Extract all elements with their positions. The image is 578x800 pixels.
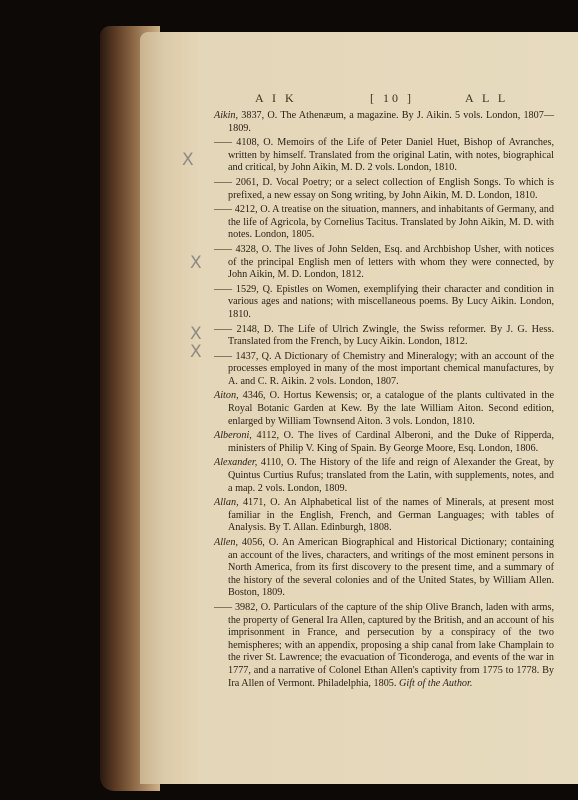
entry-heading: —— bbox=[214, 323, 233, 335]
entry-heading: —— bbox=[214, 283, 233, 295]
catalogue-entry bbox=[214, 351, 554, 389]
margin-mark: X bbox=[190, 342, 202, 362]
entry-heading: Allen, bbox=[214, 537, 239, 548]
entry-heading: Allan, bbox=[214, 497, 239, 509]
entry-text: 4112, O. The lives of Cardinal Alberoni, and the Duke of Ripperda, ministers of Philip V. King of Spain. By George Moore, Esq. London, 1806. bbox=[228, 430, 555, 454]
entry-heading: —— bbox=[214, 204, 233, 216]
entry-heading: —— bbox=[214, 601, 233, 613]
entry-heading: —— bbox=[214, 350, 233, 362]
header-right-catchword: A L L bbox=[465, 91, 509, 105]
header-left-catchword: A I K bbox=[255, 91, 297, 105]
catalogue-entry bbox=[214, 177, 554, 202]
entry-text: 4171, O. An Alphabetical list of the names of Minerals, at present most familiar in the English, French, and German Languages; with tables of Analysis. By T. Allan. Edinburgh, 1808. bbox=[228, 497, 554, 534]
entry-text: 1437, Q. A Dictionary of Chemistry and Mineralogy; with an account of the processes employed in many of the most important chemical manufactures, by A. and C. R. Aikin. 2 vols. London, 1807. bbox=[228, 350, 555, 387]
catalogue-entries bbox=[214, 110, 554, 692]
catalogue-entry bbox=[214, 457, 554, 495]
entry-heading: Alberoni, bbox=[214, 430, 252, 442]
entry-text: 3837, O. The Athenæum, a magazine. By J. Aikin. 5 vols. London, 1807—1809. bbox=[228, 110, 555, 134]
catalogue-entry bbox=[214, 284, 554, 322]
entry-text: 2061, D. Vocal Poetry; or a select collection of English Songs. To which is prefixed, a new essay on Song writing, by John Aikin, M. D. London, 1810. bbox=[228, 176, 555, 201]
catalogue-entry bbox=[214, 537, 554, 600]
entry-heading: —— bbox=[214, 137, 233, 149]
catalogue-entry bbox=[214, 137, 554, 175]
entry-text: 4346, O. Hortus Kewensis; or, a catalogue of the plants cultivated in the Royal Botanic Garden at Kew. By the late William Aiton. Second edition, enlarged by William Townsend Aiton. 3 vols. London, 1810. bbox=[228, 390, 554, 427]
page-number: [ 10 ] bbox=[370, 91, 414, 105]
entry-text: 4212, O. A treatise on the situation, manners, and inhabitants of Germany, and the life of Agricola, by Cornelius Tacitus. Translated by John Aikin, M. D. with notes. London, 1805. bbox=[228, 204, 554, 241]
entry-text: 3982, O. Particulars of the capture of the ship Olive Branch, laden with arms, the property of General Ira Allen, captured by the British, and an account of his imprisonment in France, and persecution by a conspiracy of the two hemispheres; with an appendix, proposing a ship canal from lake Champlain to the river St. Lawrence; the evacuation of Ticonderoga, and events of the war in 1777, and a narrative of Colonel Ethan Allen's captivity from 1775 to 1778. By Ira Allen of Vermont. Philadelphia, 1805. bbox=[228, 601, 554, 689]
catalogue-entry bbox=[214, 324, 554, 349]
entry-text: 4110, O. The History of the life and reign of Alexander the Great, by Quintus Curtius Rufus; translated from the Latin, with supplements, notes, and a map. 2 vols. London, 1809. bbox=[228, 457, 555, 494]
entry-text: 1529, Q. Epistles on Women, exemplifying their character and condition in various ages and nations; with miscellaneous poems. By Lucy Aikin. London, 1810. bbox=[228, 283, 554, 320]
gift-note: Gift of the Author. bbox=[399, 677, 473, 689]
entry-heading: —— bbox=[214, 243, 233, 255]
catalogue-entry bbox=[214, 204, 554, 242]
catalogue-entry bbox=[214, 430, 554, 455]
entry-heading: Aikin, bbox=[214, 110, 239, 121]
margin-mark: X bbox=[182, 150, 194, 170]
margin-mark: X bbox=[190, 253, 202, 273]
entry-text: 4056, O. An American Biographical and Historical Dictionary; containing an account of the lives, characters, and writings of the most eminent persons in North America, from its first discovery to the present time, and a summary of the history of the several colonies and of the United States, by William Allen. Boston, 1809. bbox=[228, 537, 554, 599]
entry-heading: Alexander, bbox=[214, 457, 258, 469]
catalogue-entry bbox=[214, 390, 554, 428]
margin-mark: X bbox=[190, 324, 202, 344]
entry-heading: Aiton, bbox=[214, 390, 239, 402]
catalogue-entry bbox=[214, 602, 554, 690]
entry-text: 4108, O. Memoirs of the Life of Peter Daniel Huet, Bishop of Avranches, written by himself. Translated from the original Latin, with notes, biographical and critical, by John Aikin, M. D. 2 vols. London, 1810. bbox=[228, 137, 554, 174]
catalogue-entry bbox=[214, 244, 554, 282]
entry-text: 2148, D. The Life of Ulrich Zwingle, the Swiss reformer. By J. G. Hess. Translated from the French, by Lucy Aikin. London, 1812. bbox=[228, 323, 554, 348]
entry-text: 4328, O. The lives of John Selden, Esq. and Archbishop Usher, with notices of the principal English men of letters with whom they were connected, by John Aikin, M. D. London, 1812. bbox=[228, 243, 554, 281]
catalogue-entry bbox=[214, 110, 554, 135]
catalogue-entry bbox=[214, 497, 554, 535]
entry-heading: —— bbox=[214, 176, 233, 188]
